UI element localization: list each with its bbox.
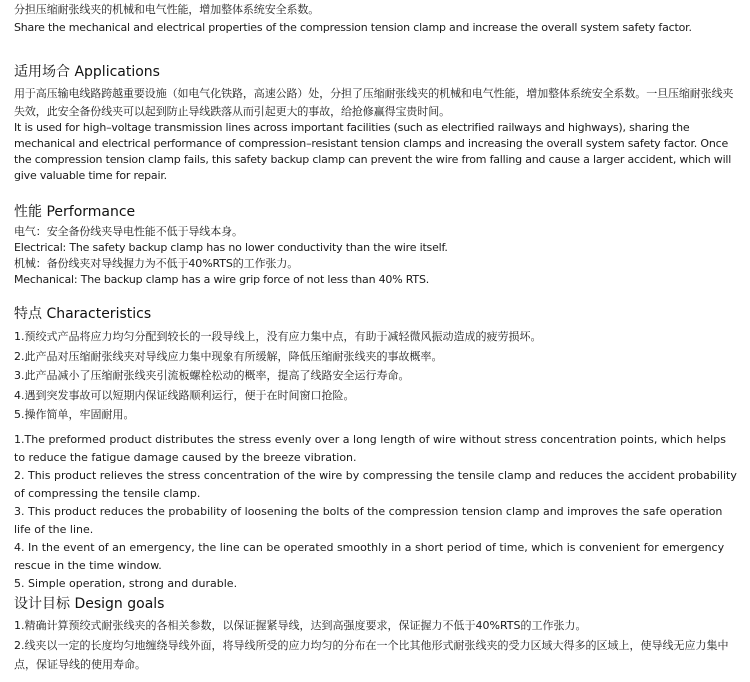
applications-en: It is used for high–voltage transmission lines across important facilities (such as electrified railways and highways), sharing the mechanical and electrical performance of compression–resistant tension clamps and increasing the overall system safety factor. Once the compression tension clamp fails, this safety backup clamp can prevent the wire from falling and cause a larger accident, which will give valuable time for repair.: [14, 121, 732, 182]
list-item: 2.线夹以一定的长度均匀地缠绕导线外面，将导线所受的应力均匀的分布在一个比其他形式耐张线夹的受力区域大得多的区域上，使导线无应力集中点，保证导线的使用寿命。: [14, 638, 729, 671]
performance-section: [14, 202, 738, 288]
list-item: 4. In the event of an emergency, the line can be operated smoothly in a short period of time, which is convenient for emergency rescue in the time window.: [14, 540, 725, 572]
intro-section: [14, 2, 738, 36]
performance-heading: 性能 Performance: [14, 204, 136, 220]
design-goals-section: [14, 594, 738, 675]
applications-cn: 用于高压输电线路跨越重要设施（如电气化铁路，高速公路）处，分担了压缩耐张线夹的机械和电气性能，增加整体系统安全系数。一旦压缩耐张线夹失效，此安全备份线夹可以起到防止导线跌落从而引起更大的事故，给抢修赢得宝贵时间。: [14, 87, 734, 118]
performance-line: Mechanical: The backup clamp has a wire grip force of not less than 40% RTS.: [14, 273, 430, 286]
characteristics-en-list: [14, 431, 738, 593]
performance-line: 机械：备份线夹对导线握力为不低于40%RTS的工作张力。: [14, 257, 299, 270]
list-item: 1.精确计算预绞式耐张线夹的各相关参数，以保证握紧导线，达到高强度要求，保证握力不低于40%RTS的工作张力。: [14, 619, 587, 632]
design-goals-heading: 设计目标 Design goals: [14, 596, 165, 612]
list-item: 5.操作简单，牢固耐用。: [14, 408, 135, 421]
applications-heading: 适用场合 Applications: [14, 64, 160, 80]
intro-en: Share the mechanical and electrical properties of the compression tension clamp and increase the overall system safety factor.: [14, 21, 692, 34]
characteristics-section: [14, 304, 738, 593]
list-item: 2. This product relieves the stress concentration of the wire by compressing the tensile clamp and reduces the accident probability of compressing the tensile clamp.: [14, 468, 737, 500]
characteristics-cn-list: [14, 327, 738, 425]
design-goals-list: [14, 616, 738, 675]
list-item: 5. Simple operation, strong and durable.: [14, 576, 238, 590]
applications-section: [14, 62, 738, 184]
list-item: 3. This product reduces the probability of loosening the bolts of the compression tension clamp and improves the safe operation life of the line.: [14, 504, 723, 536]
characteristics-heading: 特点 Characteristics: [14, 306, 152, 322]
list-item: 2.此产品对压缩耐张线夹对导线应力集中现象有所缓解，降低压缩耐张线夹的事故概率。: [14, 349, 443, 363]
intro-cn: 分担压缩耐张线夹的机械和电气性能，增加整体系统安全系数。: [14, 3, 320, 16]
performance-line: 电气：安全备份线夹导电性能不低于导线本身。: [14, 225, 243, 238]
list-item: 3.此产品减小了压缩耐张线夹引流板螺栓松动的概率，提高了线路安全运行寿命。: [14, 369, 410, 382]
list-item: 1.The preformed product distributes the stress evenly over a long length of wire without stress concentration points, which helps to reduce the fatigue damage caused by the breeze vibration.: [14, 432, 726, 464]
list-item: 4.遇到突发事故可以短期内保证线路顺利运行，便于在时间窗口抢险。: [14, 388, 355, 402]
list-item: 1.预绞式产品将应力均匀分配到较长的一段导线上，没有应力集中点，有助于减轻微风振动造成的疲劳损坏。: [14, 330, 542, 343]
performance-line: Electrical: The safety backup clamp has no lower conductivity than the wire itself.: [14, 241, 448, 254]
